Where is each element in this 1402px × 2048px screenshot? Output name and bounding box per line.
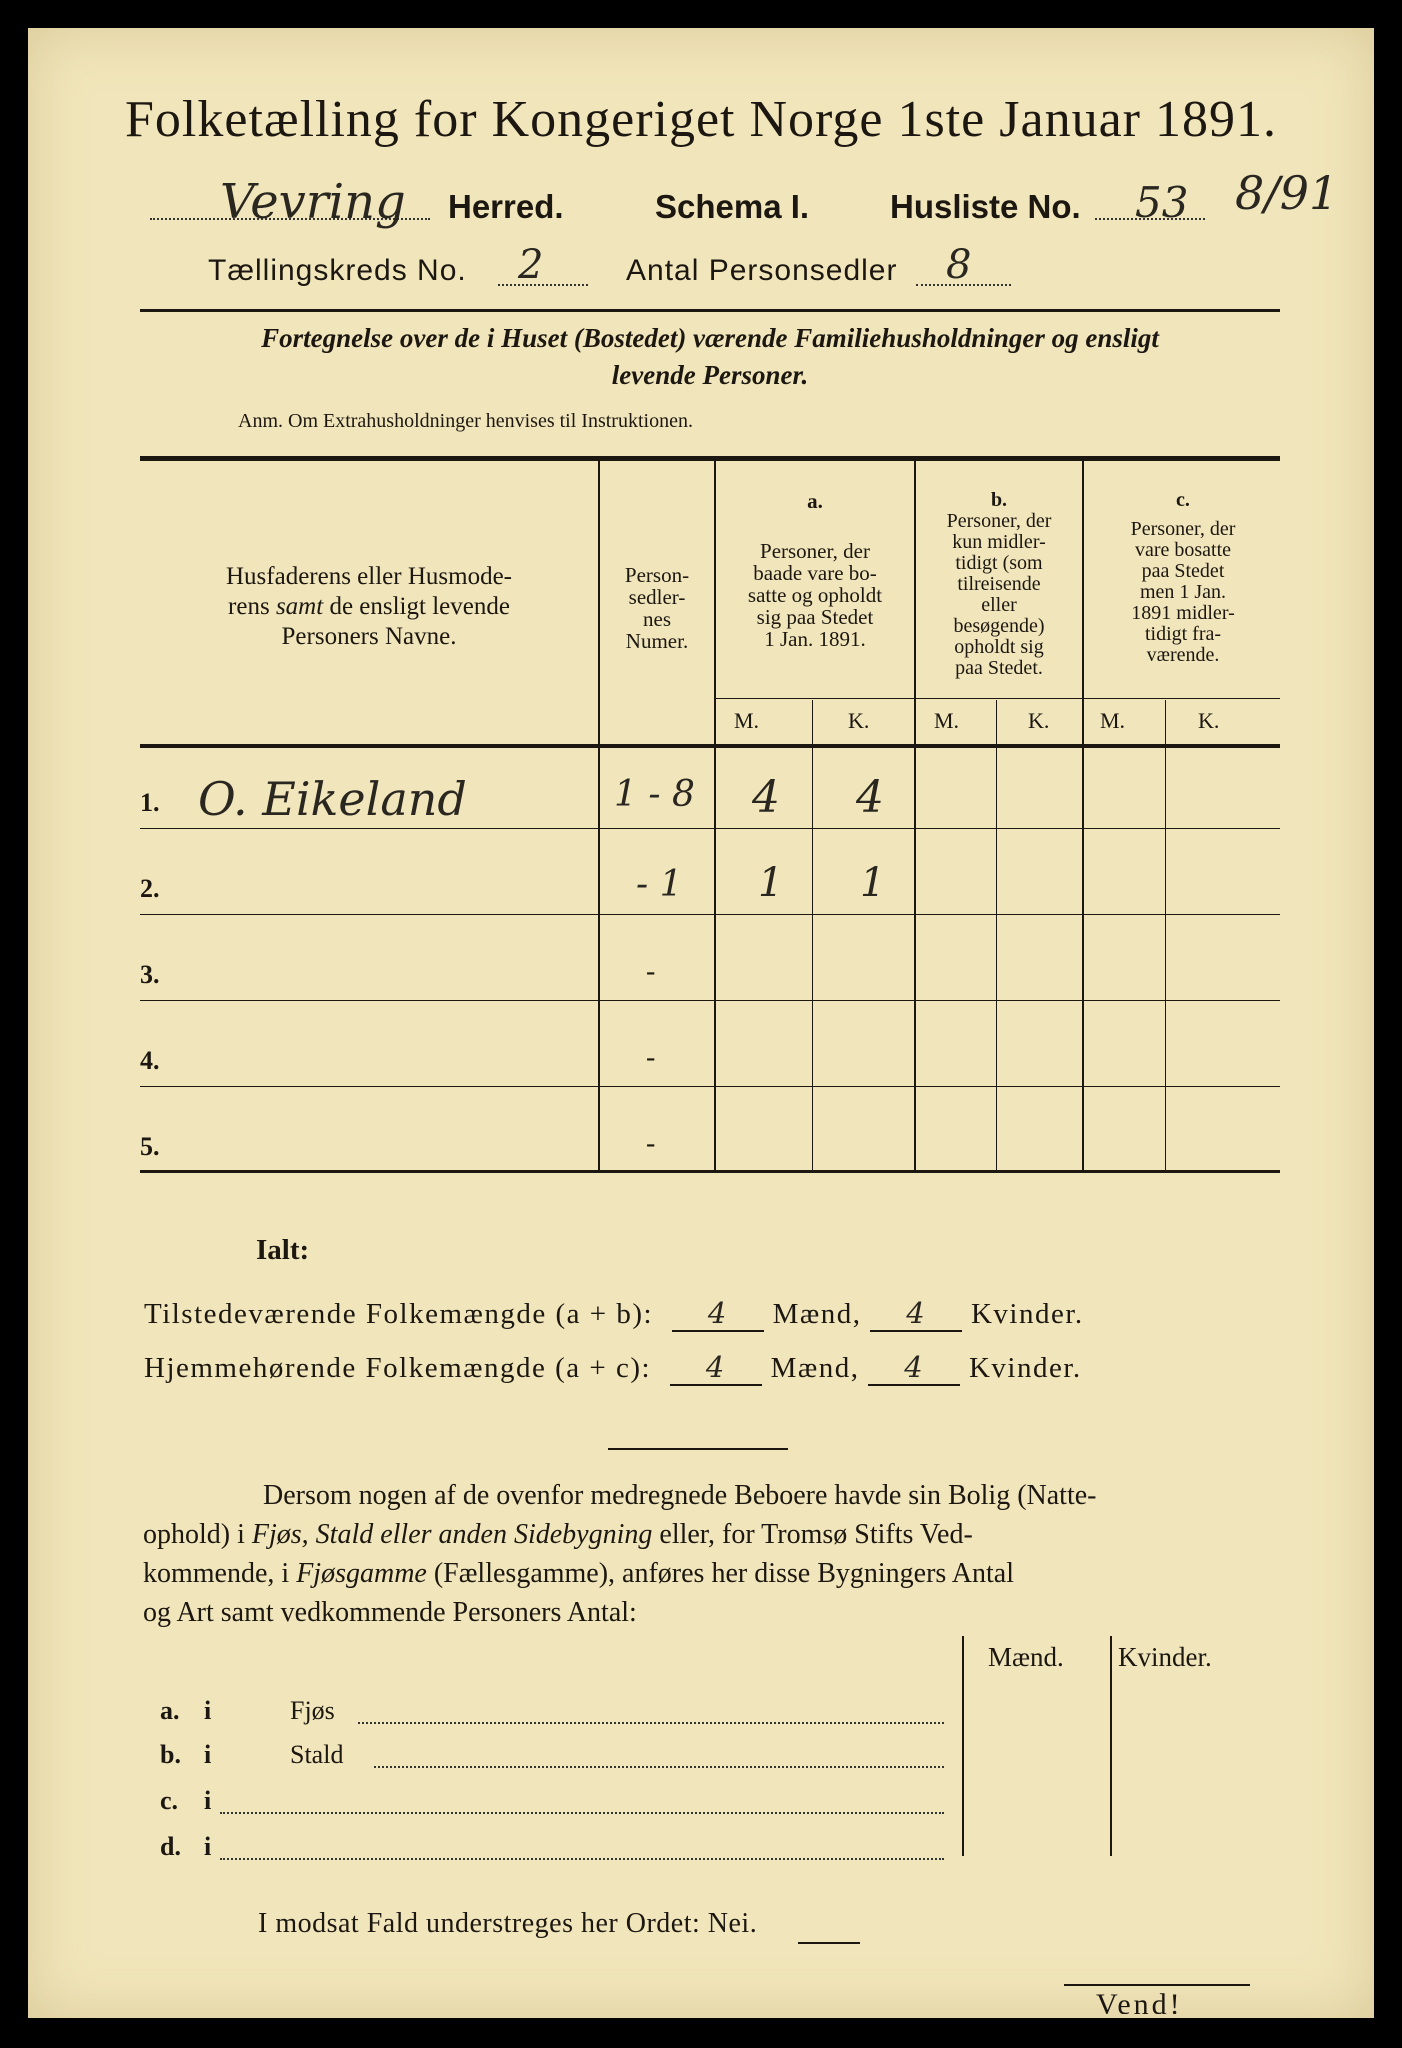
total-line-1: Tilstedeværende Folkemængde (a + b): 4 Mænd, 4 Kvinder. <box>144 1296 1084 1330</box>
total-2-men: 4 <box>670 1350 762 1386</box>
m-label-b: M. <box>934 708 960 733</box>
vend-text: Vend! <box>1096 1988 1183 2014</box>
antal-number: 8 <box>946 242 972 288</box>
row-numer: - 1 <box>636 864 683 905</box>
schema-label: Schema I. <box>655 188 810 225</box>
m-label-a: M. <box>734 708 760 733</box>
row-a-k: 4 <box>856 772 884 823</box>
total-1-men: 4 <box>672 1296 764 1332</box>
census-form-page: Folketælling for Kongeriget Norge 1ste Januar 1891. Vevring Herred. Schema I. Husliste No. 53 8/91 Tællingskreds No. 2 Antal Personsedler 8 Fortegnelse over de i Huset (Bostedet) værende Familiehusholdninger og ensligt levende Personer. Anm. Om Extrahusholdninger henvises til Instruktionen. Husfaderens eller Husmode- rens samt de ensligt levende Personers Navne. Person- sedler- nes Numer. a. Personer, der baade vare bo- satte og opholdt sig paa Stedet 1 Jan. 1891. b. Personer, der kun midler- tidigt (som tilreisende eller besøgende) opholdt sig paa Stedet. c. Personer, der vare bosatte paa Stedet men 1 Jan. 1891 midler- tidigt fra- værende. M. K. M. K. M. K. 1. O. Eikeland 1 - 8 4 4 2. - 1 1 1 3. - 4. - 5. - Ialt: Tilstedeværende Folkemængde (a + b): 4 Mænd, 4 Kvinder. Hjemmehørende Folkemængde (a + c): 4 Mænd, 4 Kvinder. Dersom nogen af de ovenfor medregnede Beboere havde sin Bolig (Natte- ophold) i Fjøs, Stald eller anden Sidebygning eller, for Tromsø Stifts Ved- kommende, i Fjøsgamme (Fællesgamme), anføres her disse Bygningers Antal og Art samt vedkommende Personers Antal: Mænd. Kvinder. a. i Fjøs b. i Stald c. i d. i I modsat Fald understreges her Ordet: Nei. Vend! <box>28 28 1374 2018</box>
row-numer: - <box>646 1042 656 1073</box>
row-a-m: 1 <box>758 860 784 906</box>
divider-top <box>140 309 1280 312</box>
total-line-2: Hjemmehørende Folkemængde (a + c): 4 Mænd, 4 Kvinder. <box>144 1350 1082 1384</box>
table-bottom-border <box>140 1170 1280 1173</box>
row-numer: - <box>646 1128 656 1159</box>
k-label-b: K. <box>1028 708 1050 733</box>
m-label-c: M. <box>1100 708 1126 733</box>
form-title: Folketælling for Kongeriget Norge 1ste Januar 1891. <box>125 91 1277 148</box>
ialt-label: Ialt: <box>256 1234 310 1266</box>
table-header-bottom <box>140 744 1280 748</box>
modsat-fald-text: I modsat Fald understreges her Ordet: Nei. <box>258 1908 758 1939</box>
kreds-line <box>208 242 1258 298</box>
row-a-k: 1 <box>860 860 886 906</box>
row-numer: 1 - 8 <box>614 774 695 815</box>
col-header-numer: Person- sedler- nes Numer. <box>624 563 690 653</box>
buildings-col-maend: Mænd. <box>988 1642 1064 1672</box>
intro-text: Fortegnelse over de i Huset (Bostedet) værende Familiehusholdninger og ensligt levende Personer. <box>261 323 1159 390</box>
k-label-a: K. <box>848 708 870 733</box>
total-2-women: 4 <box>868 1350 960 1386</box>
kreds-number: 2 <box>518 242 544 288</box>
husliste-number: 53 <box>1135 178 1189 227</box>
anm-note: Anm. Om Extrahusholdninger henvises til Instruktionen. <box>238 410 693 432</box>
husliste-label: Husliste No. <box>890 188 1081 225</box>
col-header-b: b. Personer, der kun midler- tidigt (som tilreisende eller besøgende) opholdt sig paa Stedet. <box>946 489 1052 679</box>
short-divider <box>608 1448 788 1450</box>
herred-label: Herred. <box>448 188 564 225</box>
row-name: O. Eikeland <box>198 772 467 826</box>
nei-underline <box>798 1942 860 1944</box>
k-label-c: K. <box>1198 708 1220 733</box>
col-header-a: a. Personer, der baade vare bo- satte og opholdt sig paa Stedet 1 Jan. 1891. <box>747 489 883 651</box>
antal-label: Antal Personsedler <box>626 254 898 287</box>
herred-handwritten: Vevring <box>220 174 406 230</box>
total-1-women: 4 <box>870 1296 962 1332</box>
row-numer: - <box>646 956 656 987</box>
buildings-paragraph: Dersom nogen af de ovenfor medregnede Beboere havde sin Bolig (Natte- ophold) i Fjøs, Stald eller anden Sidebygning eller, for Tromsø Stifts Ved- kommende, i Fjøsgamme (Fællesgamme), anføres her disse Bygningers Antal og Art samt vedkommende Personers Antal: <box>143 1480 1097 1628</box>
table-top-border <box>140 456 1280 461</box>
buildings-col-kvinder: Kvinder. <box>1118 1642 1212 1672</box>
kreds-label: Tællingskreds No. <box>208 254 467 287</box>
herred-line <box>150 166 1380 238</box>
row-a-m: 4 <box>752 772 780 823</box>
col-header-names: Husfaderens eller Husmode- rens samt de ensligt levende Personers Navne. <box>225 563 512 650</box>
margin-note: 8/91 <box>1235 166 1339 220</box>
col-header-c: c. Personer, der vare bosatte paa Stedet men 1 Jan. 1891 midler- tidigt fra- værende. <box>1130 489 1236 666</box>
